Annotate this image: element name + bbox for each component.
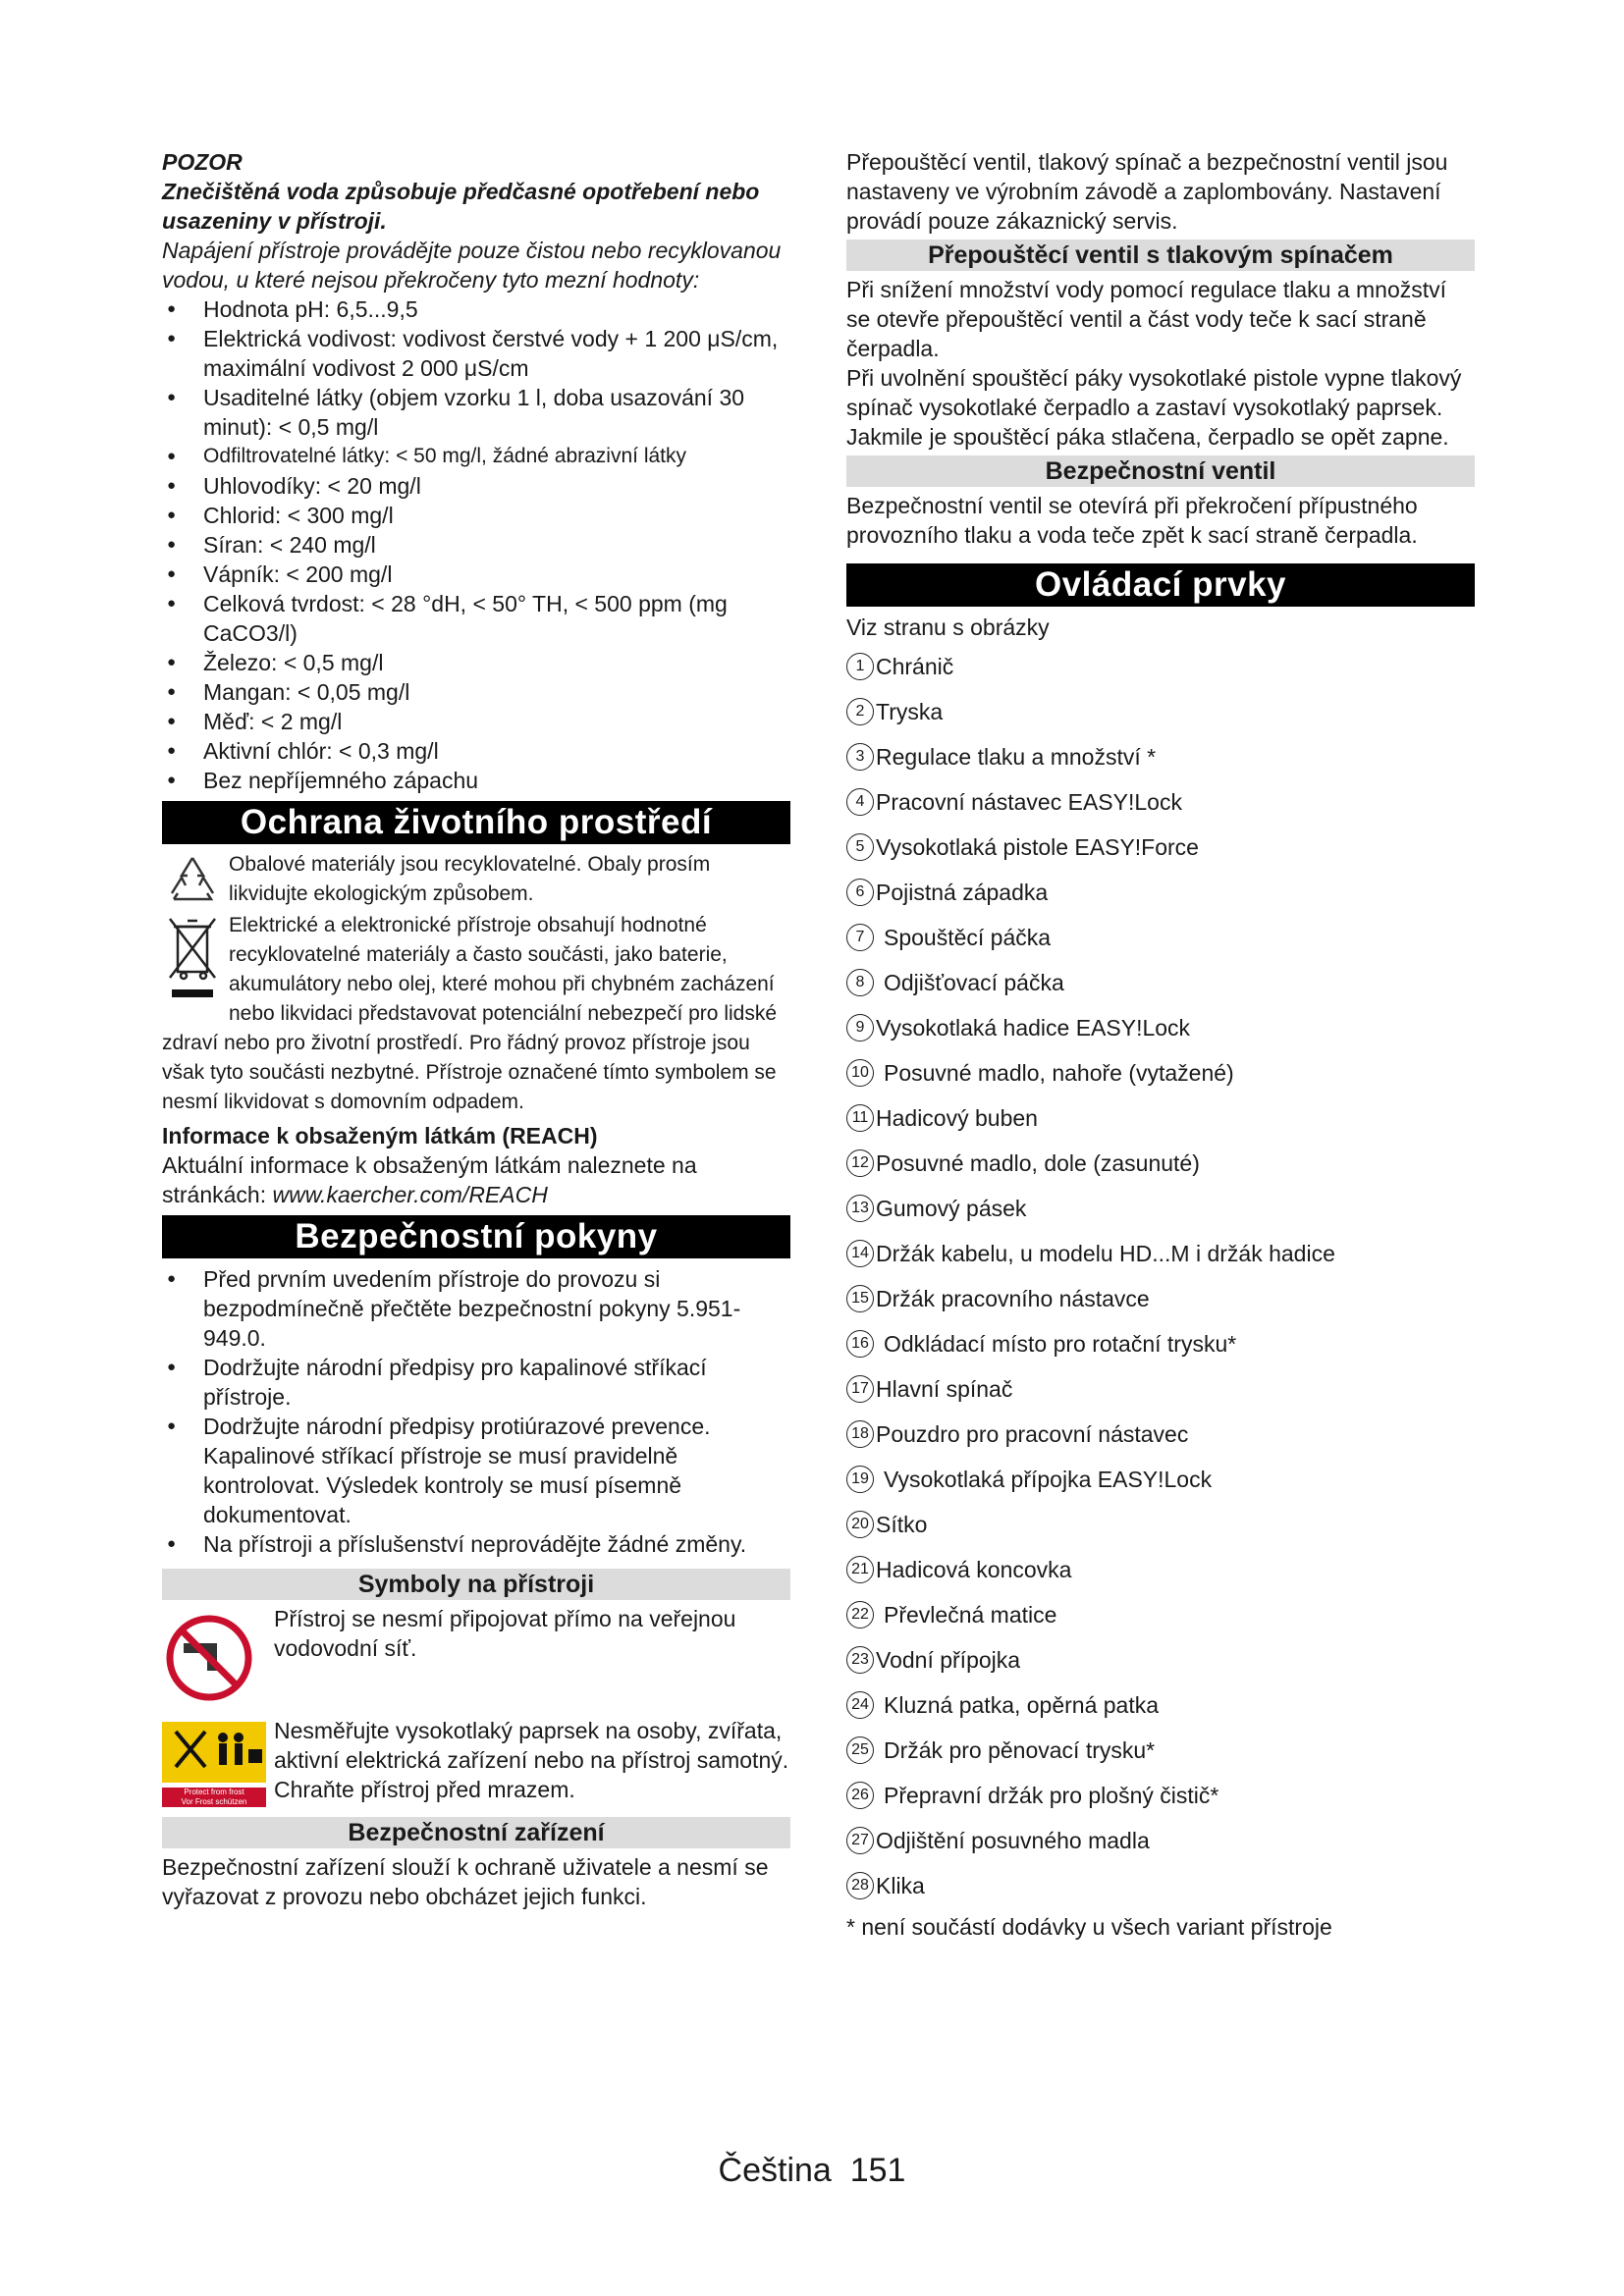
list-item: ● Usaditelné látky (objem vzorku 1 l, doba usazování 30 minut): < 0,5 mg/l xyxy=(162,383,790,442)
list-item: 6 Pojistná západka xyxy=(846,870,1475,915)
list-item: 4 Pracovní nástavec EASY!Lock xyxy=(846,779,1475,825)
safety-list xyxy=(162,1264,790,1559)
list-item: 18 Pouzdro pro pracovní nástavec xyxy=(846,1412,1475,1457)
warning-subtitle: Znečištěná voda způsobuje předčasné opotřebení nebo usazeniny v přístroji. xyxy=(162,179,760,234)
overflow-p3: Jakmile je spouštěcí páka stlačena, čerpadlo se opět zapne. xyxy=(846,424,1449,450)
list-item: 26 Přepravní držák pro plošný čistič* xyxy=(846,1773,1475,1818)
controls-footnote: * není součástí dodávky u všech variant přístroje xyxy=(846,1914,1332,1940)
safety-heading: Bezpečnostní pokyny xyxy=(162,1215,790,1258)
overflow-valve-heading: Přepouštěcí ventil s tlakovým spínačem xyxy=(846,240,1475,271)
safety-valve-heading: Bezpečnostní ventil xyxy=(846,455,1475,487)
footer-language: Čeština xyxy=(718,2152,832,2189)
item-number: 1 xyxy=(846,653,874,680)
list-item: 24 Kluzná patka, opěrná patka xyxy=(846,1682,1475,1728)
item-number: 18 xyxy=(846,1420,874,1448)
item-number: 21 xyxy=(846,1556,874,1583)
list-item: 23 Vodní přípojka xyxy=(846,1637,1475,1682)
item-number: 10 xyxy=(846,1059,874,1087)
item-number: 5 xyxy=(846,833,874,861)
item-number: 2 xyxy=(846,698,874,725)
item-number: 20 xyxy=(846,1511,874,1538)
valves-intro: Přepouštěcí ventil, tlakový spínač a bezpečnostní ventil jsou nastaveny ve výrobním závodě a zaplombovány. Nastavení provádí pouze zákaznický servis. xyxy=(846,149,1448,234)
list-item: 14 Držák kabelu, u modelu HD...M i držák hadice xyxy=(846,1231,1475,1276)
list-item: 22 Převlečná matice xyxy=(846,1592,1475,1637)
list-item: 28 Klika xyxy=(846,1863,1475,1908)
item-number: 19 xyxy=(846,1466,874,1493)
water-limits-list xyxy=(162,294,790,795)
list-item: 10 Posuvné madlo, nahoře (vytažené) xyxy=(846,1050,1475,1095)
list-item: ● Měď: < 2 mg/l xyxy=(162,707,790,736)
item-number: 15 xyxy=(846,1285,874,1312)
safety-valve-text: Bezpečnostní ventil se otevírá při překročení přípustného provozního tlaku a voda teče zpět k sací straně čerpadla. xyxy=(846,493,1418,548)
list-item: ● Aktivní chlór: < 0,3 mg/l xyxy=(162,736,790,766)
list-item: 16 Odkládací místo pro rotační trysku* xyxy=(846,1321,1475,1366)
warning-intro: Napájení přístroje provádějte pouze čistou nebo recyklovanou vodou, u které nejsou překročeny tyto mezní hodnoty: xyxy=(162,238,782,293)
jet-warning-icon xyxy=(162,1722,266,1783)
list-item: ● Celková tvrdost: < 28 °dH, < 50° TH, < 500 ppm (mg CaCO3/l) xyxy=(162,589,790,648)
page-footer xyxy=(0,2152,1624,2190)
weee-text: Elektrické a elektronické přístroje obsahují hodnotné recyklovatelné materiály a často součásti, jako baterie, akumulátory nebo olej, které mohou při chybném zacházení nebo likvidaci představovat potenciální nebezpečí pro lidské zdraví nebo pro životní prostředí. Pro řádný provoz přístroje jsou však tyto součásti nezbytné. Přístroje označené tímto symbolem se nesmí likvidovat s domovním odpadem. xyxy=(162,914,778,1113)
item-number: 23 xyxy=(846,1646,874,1674)
item-number: 24 xyxy=(846,1691,874,1719)
jet-symbol-text: Nesměřujte vysokotlaký paprsek na osoby, zvířata, aktivní elektrická zařízení nebo na přístroj samotný. Chraňte přístroj před mrazem. xyxy=(274,1718,789,1802)
list-item: ● Uhlovodíky: < 20 mg/l xyxy=(162,471,790,501)
list-item: 11 Hadicový buben xyxy=(846,1095,1475,1141)
item-number: 22 xyxy=(846,1601,874,1629)
item-number: 27 xyxy=(846,1827,874,1854)
item-number: 12 xyxy=(846,1149,874,1177)
item-number: 16 xyxy=(846,1330,874,1358)
frost-label: Protect from frost Vor Frost schützen xyxy=(162,1788,266,1807)
item-number: 9 xyxy=(846,1014,874,1041)
list-item: ● Na přístroji a příslušenství neprovádějte žádné změny. xyxy=(162,1529,790,1559)
symbol-water xyxy=(162,1604,790,1702)
warning-title: POZOR xyxy=(162,149,243,175)
list-item: 1 Chránič xyxy=(846,644,1475,689)
list-item: 17 Hlavní spínač xyxy=(846,1366,1475,1412)
controls-intro: Viz stranu s obrázky xyxy=(846,614,1050,640)
right-column xyxy=(846,147,1475,1942)
left-column xyxy=(162,147,790,1911)
list-item: 12 Posuvné madlo, dole (zasunuté) xyxy=(846,1141,1475,1186)
list-item: ● Železo: < 0,5 mg/l xyxy=(162,648,790,677)
list-item: 7 Spouštěcí páčka xyxy=(846,915,1475,960)
list-item: ● Vápník: < 200 mg/l xyxy=(162,560,790,589)
list-item: 9 Vysokotlaká hadice EASY!Lock xyxy=(846,1005,1475,1050)
list-item: 5 Vysokotlaká pistole EASY!Force xyxy=(846,825,1475,870)
list-item: 3 Regulace tlaku a množství * xyxy=(846,734,1475,779)
list-item: 19 Vysokotlaká přípojka EASY!Lock xyxy=(846,1457,1475,1502)
list-item: ● Odfiltrovatelné látky: < 50 mg/l, žádné abrazivní látky xyxy=(162,442,790,471)
reach-link[interactable]: www.kaercher.com/REACH xyxy=(272,1182,548,1207)
item-number: 7 xyxy=(846,924,874,951)
symbol-jet xyxy=(162,1716,790,1807)
item-number: 4 xyxy=(846,788,874,816)
recycle-text: Obalové materiály jsou recyklovatelné. Obaly prosím likvidujte ekologickým způsobem. xyxy=(229,853,711,905)
item-number: 26 xyxy=(846,1782,874,1809)
devices-text: Bezpečnostní zařízení slouží k ochraně uživatele a nesmí se vyřazovat z provozu nebo obcházet jejich funkci. xyxy=(162,1854,769,1909)
item-number: 14 xyxy=(846,1240,874,1267)
overflow-p2: Při uvolnění spouštěcí páky vysokotlaké pistole vypne tlakový spínač vysokotlaké čerpadlo a zastaví vysokotlaký paprsek. xyxy=(846,365,1462,420)
list-item: ● Chlorid: < 300 mg/l xyxy=(162,501,790,530)
item-number: 17 xyxy=(846,1375,874,1403)
reach-text: Aktuální informace k obsaženým látkám naleznete na stránkách: www.kaercher.com/REACH xyxy=(162,1152,697,1207)
item-number: 13 xyxy=(846,1195,874,1222)
item-number: 8 xyxy=(846,969,874,996)
controls-heading: Ovládací prvky xyxy=(846,563,1475,607)
symbols-heading: Symboly na přístroji xyxy=(162,1569,790,1600)
page-number: 151 xyxy=(849,2152,906,2189)
water-symbol-text: Přístroj se nesmí připojovat přímo na veřejnou vodovodní síť. xyxy=(274,1606,736,1661)
item-number: 11 xyxy=(846,1104,874,1132)
list-item: 15 Držák pracovního nástavce xyxy=(846,1276,1475,1321)
overflow-p1: Při snížení množství vody pomocí regulace tlaku a množství se otevře přepouštěcí ventil a část vody teče k sací straně čerpadla. xyxy=(846,277,1447,361)
list-item: ● Bez nepříjemného zápachu xyxy=(162,766,790,795)
list-item: 20 Sítko xyxy=(846,1502,1475,1547)
weee-bin-icon xyxy=(162,913,223,1003)
list-item: ● Dodržujte národní předpisy protiúrazové prevence. Kapalinové stříkací přístroje se musí pravidelně kontrolovat. Výsledek kontroly se musí písemně dokumentovat. xyxy=(162,1412,790,1529)
no-water-connection-icon xyxy=(162,1614,266,1702)
item-number: 3 xyxy=(846,743,874,771)
list-item: ● Síran: < 240 mg/l xyxy=(162,530,790,560)
list-item: 13 Gumový pásek xyxy=(846,1186,1475,1231)
devices-heading: Bezpečnostní zařízení xyxy=(162,1817,790,1848)
controls-list xyxy=(846,644,1475,1908)
list-item: 8 Odjišťovací páčka xyxy=(846,960,1475,1005)
item-number: 28 xyxy=(846,1872,874,1899)
list-item: ● Hodnota pH: 6,5...9,5 xyxy=(162,294,790,324)
environment-heading: Ochrana životního prostředí xyxy=(162,801,790,844)
item-number: 25 xyxy=(846,1736,874,1764)
list-item: 21 Hadicová koncovka xyxy=(846,1547,1475,1592)
environment-section xyxy=(162,850,790,1117)
list-item: 25 Držák pro pěnovací trysku* xyxy=(846,1728,1475,1773)
recycle-icon xyxy=(162,850,223,911)
list-item: ● Elektrická vodivost: vodivost čerstvé vody + 1 200 μS/cm, maximální vodivost 2 000 μS/cm xyxy=(162,324,790,383)
item-number: 6 xyxy=(846,879,874,906)
list-item: ● Před prvním uvedením přístroje do provozu si bezpodmínečně přečtěte bezpečnostní pokyny 5.951-949.0. xyxy=(162,1264,790,1353)
list-item: ● Mangan: < 0,05 mg/l xyxy=(162,677,790,707)
list-item: ● Dodržujte národní předpisy pro kapalinové stříkací přístroje. xyxy=(162,1353,790,1412)
list-item: 27 Odjištění posuvného madla xyxy=(846,1818,1475,1863)
reach-title: Informace k obsaženým látkám (REACH) xyxy=(162,1123,598,1148)
list-item: 2 Tryska xyxy=(846,689,1475,734)
